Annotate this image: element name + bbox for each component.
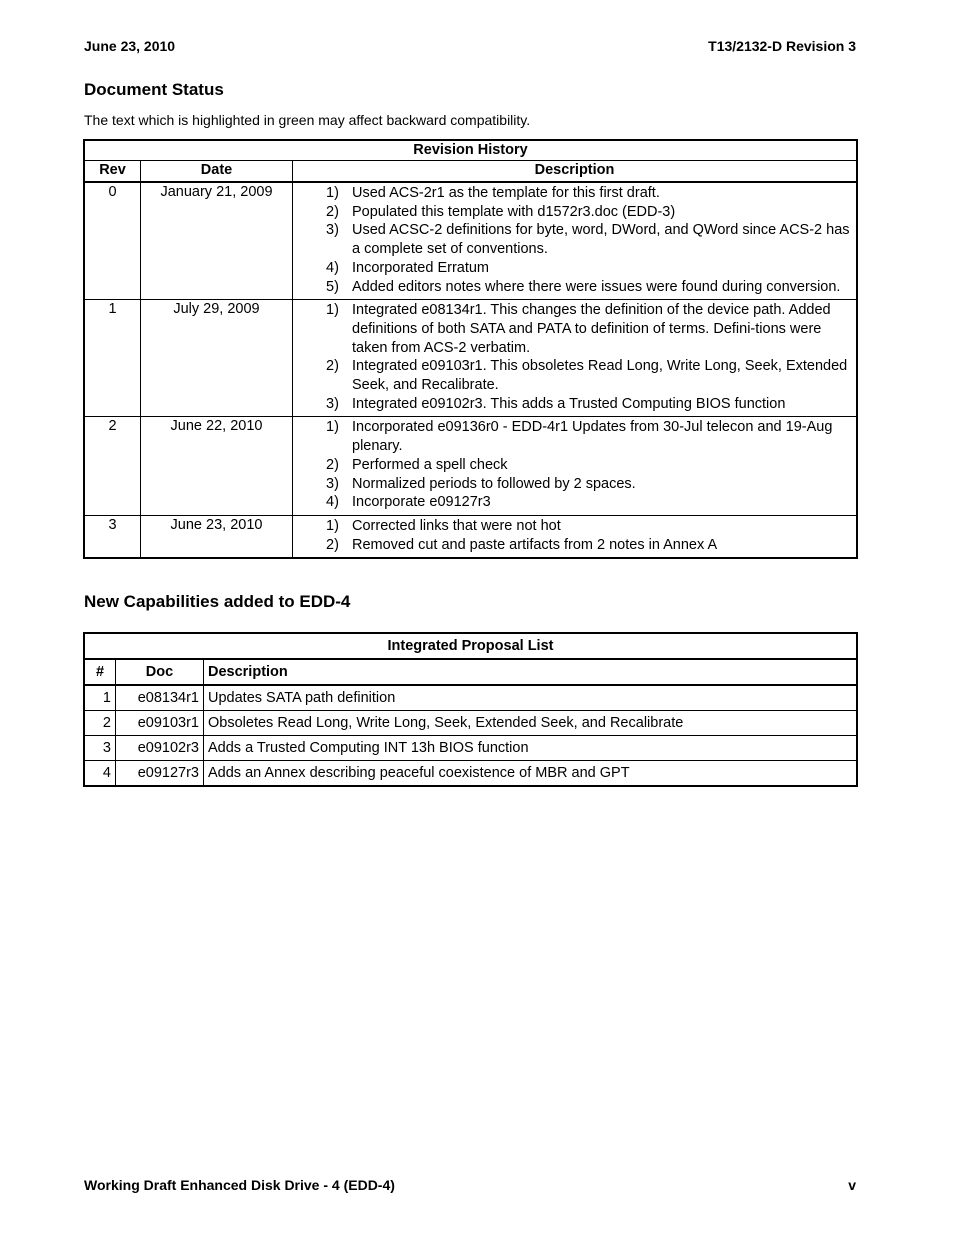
revision-item-number: 4) bbox=[326, 259, 339, 276]
revision-item bbox=[293, 536, 850, 555]
revision-rev: 3 bbox=[84, 515, 141, 558]
footer-page-number: v bbox=[848, 1177, 856, 1193]
proposal-doc: e08134r1 bbox=[116, 685, 204, 711]
revision-row bbox=[84, 417, 857, 516]
revision-history-title-row bbox=[84, 140, 857, 161]
revision-description bbox=[293, 182, 858, 300]
revision-rev: 1 bbox=[84, 300, 141, 417]
revision-row bbox=[84, 515, 857, 558]
revision-item-text: Used ACS-2r1 as the template for this first draft. bbox=[352, 185, 660, 201]
revision-item bbox=[293, 278, 850, 297]
column-header-description: Description bbox=[293, 161, 858, 183]
revision-item-text: Added editors notes where there were issues were found during conversion. bbox=[352, 278, 841, 295]
revision-history-header-row bbox=[84, 161, 857, 183]
revision-item-number: 3) bbox=[326, 395, 339, 412]
proposal-header-row bbox=[84, 659, 857, 685]
integrated-proposal-table bbox=[83, 632, 858, 787]
revision-row bbox=[84, 182, 857, 300]
proposal-number: 4 bbox=[84, 761, 116, 787]
proposal-row bbox=[84, 711, 857, 736]
revision-date: June 23, 2010 bbox=[141, 515, 293, 558]
proposal-description: Adds an Annex describing peaceful coexistence of MBR and GPT bbox=[204, 761, 858, 787]
revision-item bbox=[293, 184, 850, 203]
revision-item-text: Incorporated e09136r0 - EDD-4r1 Updates from 30-Jul telecon and 19-Aug plenary. bbox=[352, 419, 833, 455]
revision-item bbox=[293, 493, 850, 512]
revision-item-text: Normalized periods to followed by 2 spaces. bbox=[352, 475, 636, 492]
revision-row bbox=[84, 300, 857, 417]
revision-item-number: 4) bbox=[326, 494, 339, 511]
revision-rev: 2 bbox=[84, 417, 141, 516]
revision-item bbox=[293, 395, 850, 414]
proposal-description: Adds a Trusted Computing INT 13h BIOS function bbox=[204, 736, 858, 761]
revision-item-text: Removed cut and paste artifacts from 2 notes in Annex A bbox=[352, 536, 718, 553]
proposal-number: 1 bbox=[84, 685, 116, 711]
revision-item-text: Populated this template with d1572r3.doc (EDD-3) bbox=[352, 203, 676, 220]
revision-item bbox=[293, 475, 850, 494]
revision-item bbox=[293, 418, 850, 455]
proposal-list-title: Integrated Proposal List bbox=[84, 633, 857, 659]
proposal-row bbox=[84, 761, 857, 787]
revision-item-number: 3) bbox=[326, 222, 339, 239]
proposal-doc: e09102r3 bbox=[116, 736, 204, 761]
revision-item bbox=[293, 221, 850, 258]
revision-item-number: 2) bbox=[326, 203, 339, 220]
column-header-number: # bbox=[84, 659, 116, 685]
revision-item-text: Incorporate e09127r3 bbox=[352, 494, 491, 511]
proposal-number: 3 bbox=[84, 736, 116, 761]
revision-item-number: 3) bbox=[326, 475, 339, 492]
revision-item bbox=[293, 517, 850, 536]
revision-item-number: 1) bbox=[326, 302, 339, 319]
revision-date: June 22, 2010 bbox=[141, 417, 293, 516]
revision-date: January 21, 2009 bbox=[141, 182, 293, 300]
document-status-text: The text which is highlighted in green may affect backward compatibility. bbox=[84, 112, 531, 128]
revision-item-text: Incorporated Erratum bbox=[352, 259, 490, 276]
document-status-heading: Document Status bbox=[84, 80, 224, 99]
revision-description bbox=[293, 300, 858, 417]
revision-item-number: 1) bbox=[326, 185, 339, 201]
revision-item bbox=[293, 203, 850, 222]
column-header-doc: Doc bbox=[116, 659, 204, 685]
revision-item-number: 5) bbox=[326, 278, 339, 295]
proposal-row bbox=[84, 736, 857, 761]
column-header-date: Date bbox=[141, 161, 293, 183]
proposal-doc: e09127r3 bbox=[116, 761, 204, 787]
proposal-row bbox=[84, 685, 857, 711]
header-doc-id: T13/2132-D Revision 3 bbox=[708, 38, 856, 54]
revision-item-text: Corrected links that were not hot bbox=[352, 517, 561, 534]
revision-history-title: Revision History bbox=[84, 140, 857, 161]
proposal-description: Updates SATA path definition bbox=[204, 685, 858, 711]
revision-item bbox=[293, 259, 850, 278]
revision-item-number: 2) bbox=[326, 456, 339, 473]
revision-item bbox=[293, 301, 850, 357]
column-header-description: Description bbox=[204, 659, 858, 685]
revision-item bbox=[293, 357, 850, 394]
revision-item-number: 2) bbox=[326, 358, 339, 375]
revision-item-number: 1) bbox=[326, 517, 339, 534]
proposal-description: Obsoletes Read Long, Write Long, Seek, Extended Seek, and Recalibrate bbox=[204, 711, 858, 736]
revision-description bbox=[293, 515, 858, 558]
revision-date: July 29, 2009 bbox=[141, 300, 293, 417]
revision-item-text: Used ACSC-2 definitions for byte, word, DWord, and QWord since ACS-2 has a complete set of conventions. bbox=[352, 222, 850, 258]
revision-description bbox=[293, 417, 858, 516]
revision-item-text: Performed a spell check bbox=[352, 456, 508, 473]
header-date: June 23, 2010 bbox=[84, 38, 176, 54]
revision-item bbox=[293, 456, 850, 475]
revision-rev: 0 bbox=[84, 182, 141, 300]
revision-item-number: 2) bbox=[326, 536, 339, 553]
proposal-title-row bbox=[84, 633, 857, 659]
revision-history-table bbox=[83, 139, 858, 559]
column-header-rev: Rev bbox=[84, 161, 141, 183]
revision-item-text: Integrated e09103r1. This obsoletes Read Long, Write Long, Seek, Extended Seek, and Recalibrate. bbox=[352, 358, 848, 394]
proposal-number: 2 bbox=[84, 711, 116, 736]
proposal-doc: e09103r1 bbox=[116, 711, 204, 736]
revision-item-text: Integrated e09102r3. This adds a Trusted Computing BIOS function bbox=[352, 395, 786, 412]
revision-item-text: Integrated e08134r1. This changes the definition of the device path. Added definitions of both SATA and PATA to definition of terms. Defini-tions were taken from ACS-2 verbatim. bbox=[352, 302, 831, 356]
footer-title: Working Draft Enhanced Disk Drive - 4 (EDD-4) bbox=[84, 1177, 395, 1193]
new-capabilities-heading: New Capabilities added to EDD-4 bbox=[84, 592, 351, 611]
revision-item-number: 1) bbox=[326, 419, 339, 436]
